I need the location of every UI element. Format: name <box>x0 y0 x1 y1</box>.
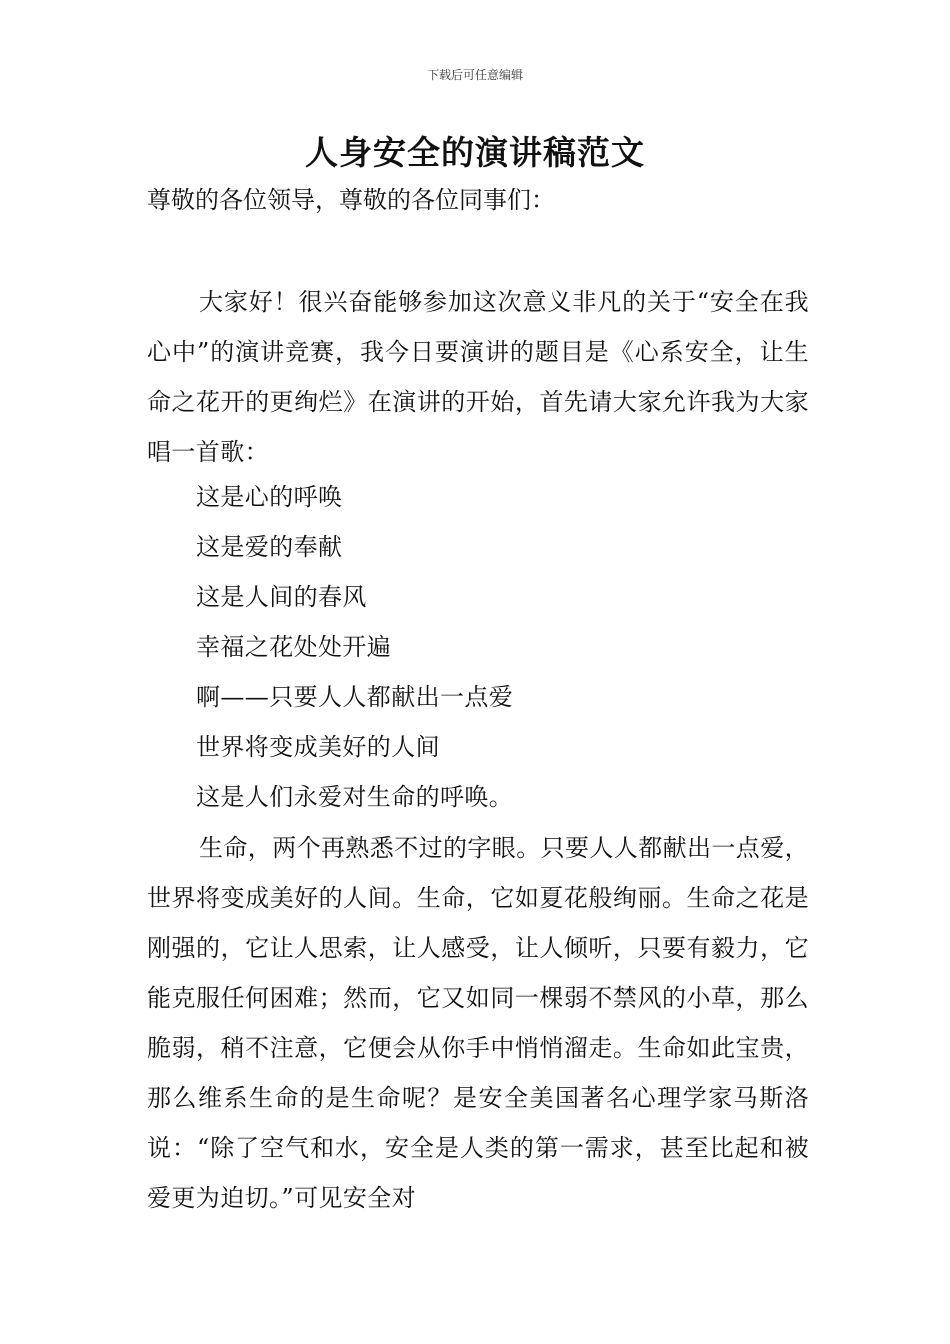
document-title: 人身安全的演讲稿范文 <box>305 133 645 172</box>
song-lyrics <box>196 472 513 822</box>
paragraph-intro-text: 大家好！很兴奋能够参加这次意义非凡的关于“安全在我心中”的演讲竞赛，我今日要演讲的题目是《心系安全，让生命之花开的更绚烂》在演讲的开始，首先请大家允许我为大家唱一首歌： <box>147 288 809 466</box>
salutation: 尊敬的各位领导，尊敬的各位同事们： <box>147 186 555 214</box>
lyric-line: 世界将变成美好的人间 <box>196 733 440 761</box>
header-note: 下载后可任意编辑 <box>426 68 523 82</box>
lyric-line: 幸福之花处处开遍 <box>196 633 392 661</box>
paragraph-life-text: 生命，两个再熟悉不过的字眼。只要人人都献出一点爱，世界将变成美好的人间。生命，它如夏花般绚丽。生命之花是刚强的，它让人思索，让人感受，让人倾听，只要有毅力，它能克服任何困难；然而，它又如同一棵弱不禁风的小草，那么脆弱，稍不注意，它便会从你手中悄悄溜走。生命如此宝贵，那么维系生命的是生命呢？是安全美国著名心理学家马斯洛说：“除了空气和水，安全是人类的第一需求，甚至比起和被爱更为迫切。”可见安全对 <box>147 834 809 1212</box>
lyric-line: 这是爱的奉献 <box>196 533 343 561</box>
lyric-line: 这是人们永爱对生命的呼唤。 <box>196 783 514 811</box>
paragraph-life <box>147 823 809 1223</box>
lyric-line: 这是心的呼唤 <box>196 483 343 511</box>
lyric-line: 啊——只要人人都献出一点爱 <box>196 683 514 711</box>
paragraph-intro <box>147 277 809 477</box>
lyric-line: 这是人间的春风 <box>196 583 367 611</box>
